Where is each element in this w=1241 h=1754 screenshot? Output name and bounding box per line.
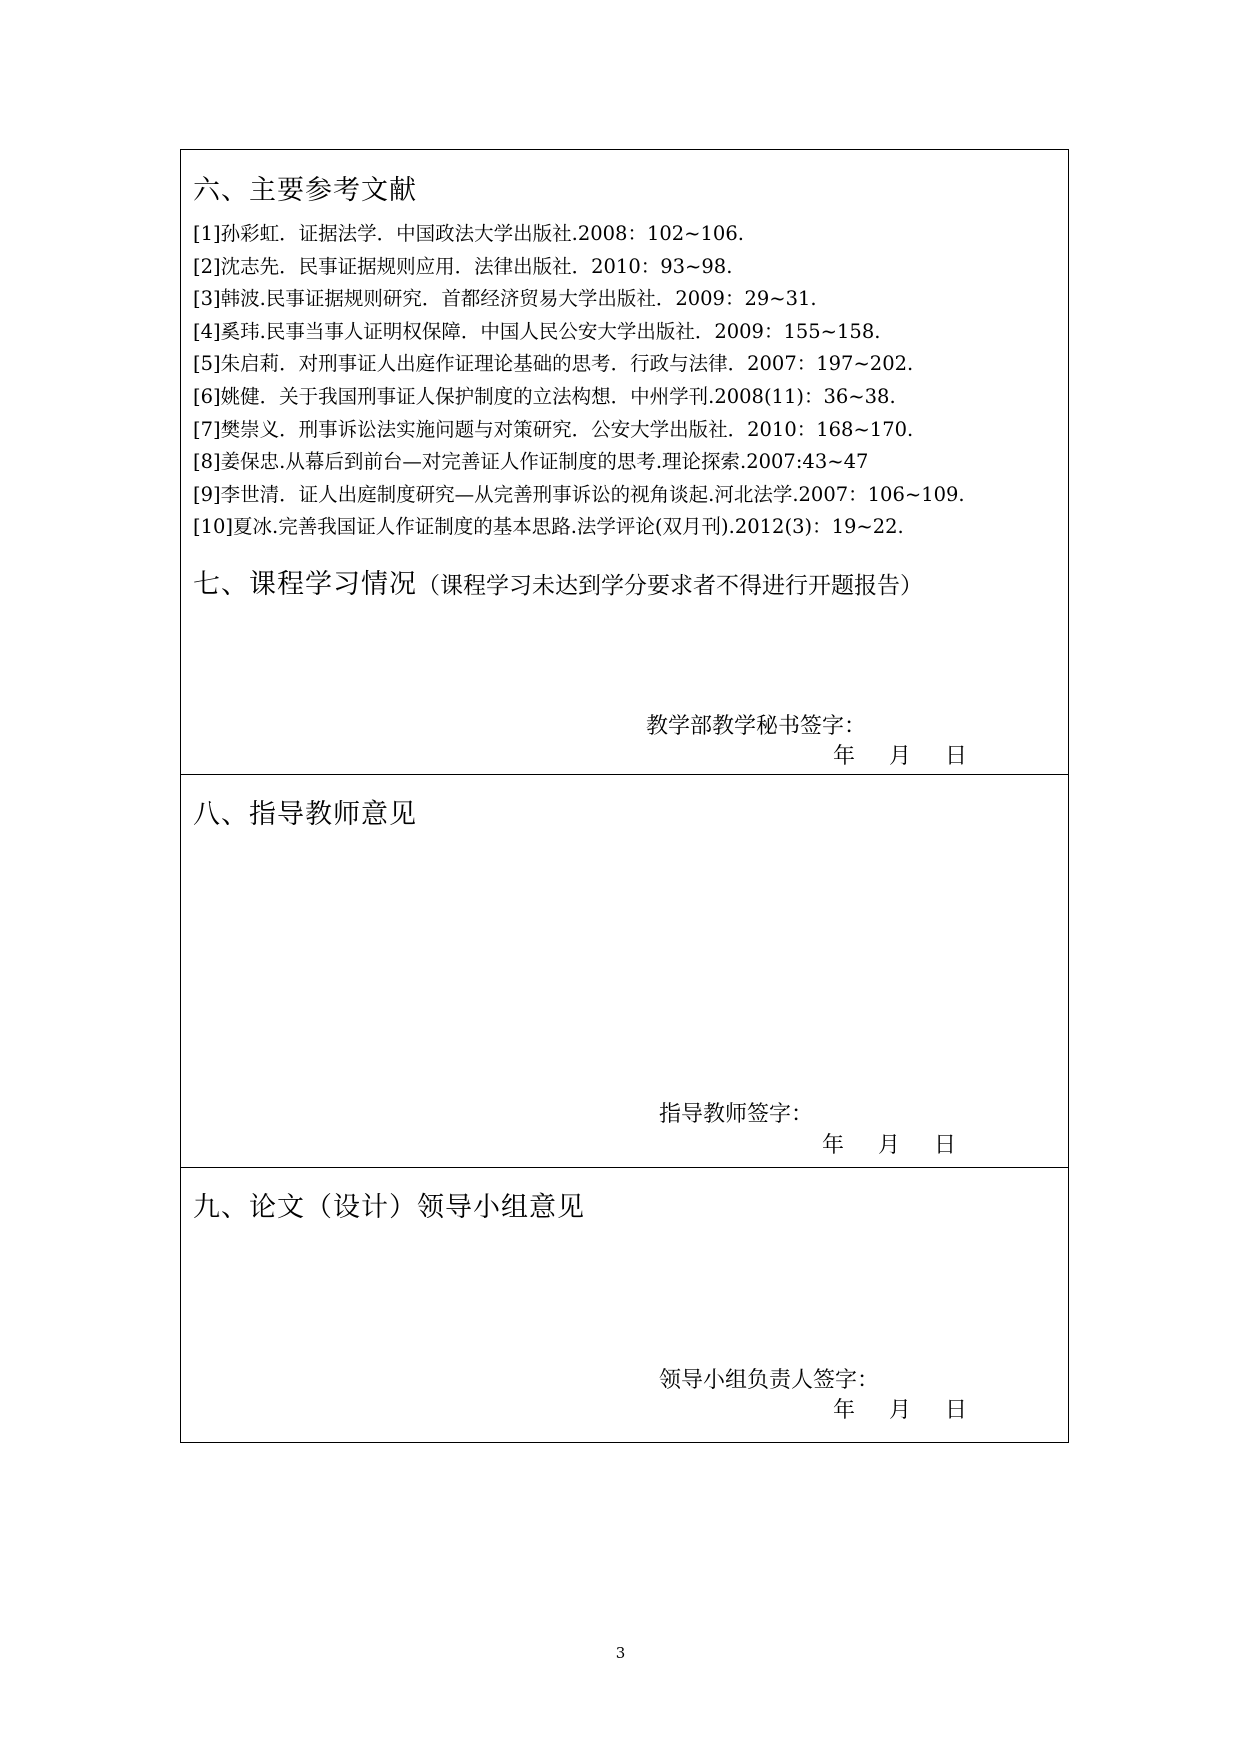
advisor-opinion-heading: 八、指导教师意见	[193, 799, 417, 830]
proposal-form-table	[180, 149, 1069, 1443]
date-year-label: 年	[833, 744, 856, 769]
date-month-label: 月	[878, 1133, 901, 1158]
date-year-label: 年	[833, 1398, 856, 1423]
date-month-label: 月	[889, 744, 912, 769]
reference-item: [9]李世清．证人出庭制度研究—从完善刑事诉讼的视角谈起.河北法学.2007：106~109.	[193, 482, 965, 506]
group-leader-signature-label: 领导小组负责人签字：	[659, 1368, 880, 1393]
teaching-secretary-signature-label: 教学部教学秘书签字：	[646, 714, 867, 739]
date-month-label: 月	[889, 1398, 912, 1423]
coursework-heading	[193, 562, 923, 601]
reference-item: [7]樊崇义．刑事诉讼法实施问题与对策研究．公安大学出版社．2010：168~170.	[193, 417, 914, 441]
advisor-opinion-cell	[181, 774, 1068, 1167]
reference-item: [3]韩波.民事证据规则研究．首都经济贸易大学出版社．2009：29~31.	[193, 287, 817, 311]
reference-item: [8]姜保忠.从幕后到前台—对完善证人作证制度的思考.理论探索.2007:43~47	[193, 450, 869, 474]
reference-item: [10]夏冰.完善我国证人作证制度的基本思路.法学评论(双月刊).2012(3)：19~22.	[193, 515, 904, 539]
leadership-group-opinion-cell	[181, 1167, 1068, 1442]
reference-list	[193, 218, 965, 544]
coursework-date-row	[833, 739, 967, 770]
reference-item: [5]朱启莉．对刑事证人出庭作证理论基础的思考．行政与法律．2007：197~202.	[193, 352, 914, 376]
coursework-heading-title: 七、课程学习情况	[193, 569, 417, 600]
date-day-label: 日	[934, 1133, 957, 1158]
leadership-group-opinion-heading: 九、论文（设计）领导小组意见	[193, 1192, 585, 1223]
reference-item: [6]姚健．关于我国刑事证人保护制度的立法构想．中州学刊.2008(11)：36~38.	[193, 384, 896, 408]
references-and-coursework-cell	[181, 150, 1068, 774]
reference-item: [4]奚玮.民事当事人证明权保障．中国人民公安大学出版社．2009：155~158.	[193, 319, 881, 343]
date-year-label: 年	[822, 1133, 845, 1158]
date-day-label: 日	[945, 1398, 968, 1423]
advisor-date-row	[822, 1128, 956, 1159]
coursework-heading-note: （课程学习未达到学分要求者不得进行开题报告）	[417, 573, 923, 599]
page-number: 3	[615, 1644, 626, 1662]
leadership-date-row	[833, 1393, 967, 1424]
advisor-signature-label: 指导教师签字：	[659, 1102, 814, 1127]
references-heading: 六、主要参考文献	[193, 175, 417, 206]
date-day-label: 日	[945, 744, 968, 769]
reference-item: [1]孙彩虹．证据法学．中国政法大学出版社.2008：102~106.	[193, 222, 744, 245]
reference-item: [2]沈志先．民事证据规则应用．法律出版社．2010：93~98.	[193, 254, 733, 278]
